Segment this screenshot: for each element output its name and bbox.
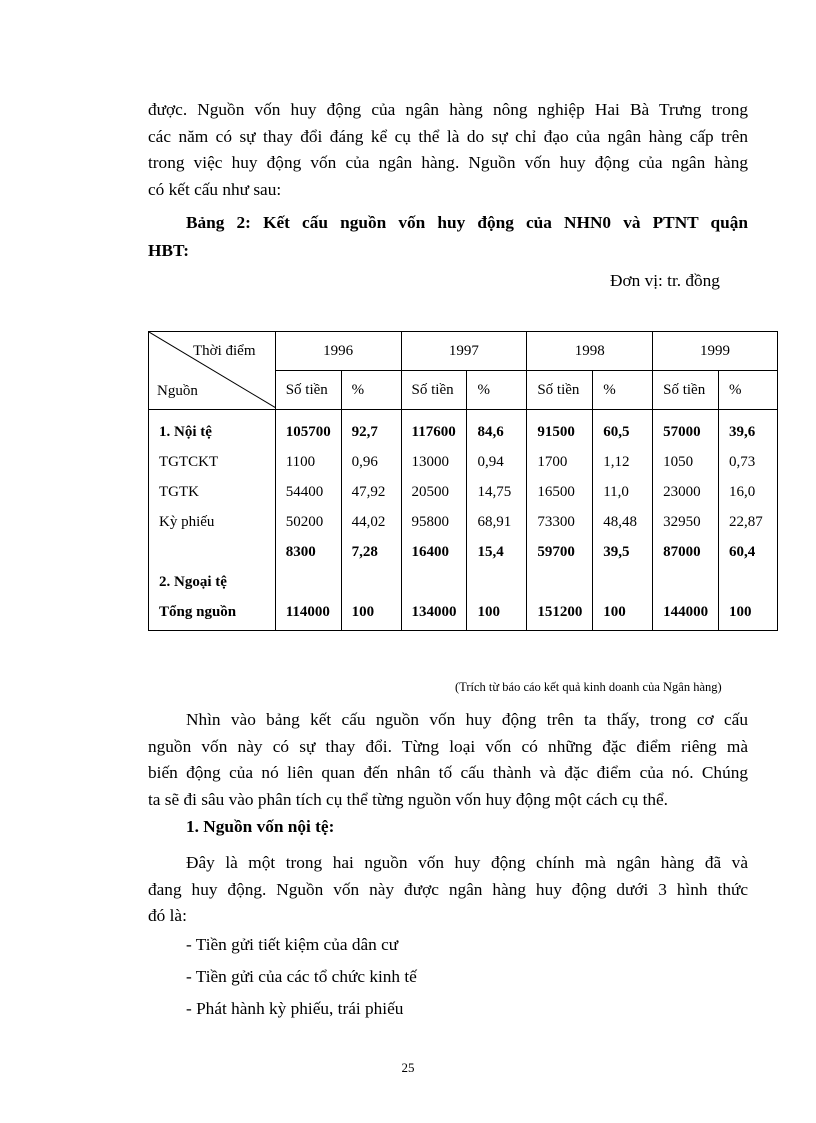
amount-cell: 91500 <box>527 410 593 455</box>
amount-cell: 73300 <box>527 514 593 544</box>
table-title-continued: HBT: <box>148 241 189 260</box>
table-row <box>149 454 778 484</box>
row-label: TGTCKT <box>149 454 276 484</box>
table-row <box>149 484 778 514</box>
amount-header: Số tiền <box>275 371 341 410</box>
amount-cell: 57000 <box>653 410 719 455</box>
amount-header: Số tiền <box>401 371 467 410</box>
amount-cell: 105700 <box>275 410 341 455</box>
bullet-item: - Phát hành kỳ phiếu, trái phiếu <box>186 999 404 1018</box>
table-row <box>149 514 778 544</box>
percent-cell: 48,48 <box>593 514 653 544</box>
percent-cell: 100 <box>467 604 527 631</box>
amount-cell: 1050 <box>653 454 719 484</box>
bullet-item: - Tiền gửi của các tổ chức kinh tế <box>186 967 417 986</box>
amount-cell: 1700 <box>527 454 593 484</box>
percent-cell: 39,6 <box>719 410 778 455</box>
header-corner-cell <box>149 332 276 410</box>
percent-cell: 47,92 <box>341 484 401 514</box>
percent-header: % <box>719 371 778 410</box>
percent-cell: 92,7 <box>341 410 401 455</box>
source-label: Nguồn <box>157 383 198 399</box>
amount-cell: 117600 <box>401 410 467 455</box>
year-header: 1996 <box>275 332 401 371</box>
intro-line: trong việc huy động vốn của ngân hàng. Nguồn vốn huy động của ngân hàng <box>148 153 748 172</box>
percent-cell: 15,4 <box>467 544 527 574</box>
table-row <box>149 604 778 631</box>
amount-header: Số tiền <box>653 371 719 410</box>
percent-cell: 100 <box>593 604 653 631</box>
row-label: TGTK <box>149 484 276 514</box>
analysis-line: Nhìn vào bảng kết cấu nguồn vốn huy động trên ta thấy, trong cơ cấu <box>186 710 748 729</box>
percent-cell <box>593 574 653 604</box>
section-heading: 1. Nguồn vốn nội tệ: <box>186 817 335 836</box>
amount-cell: 16500 <box>527 484 593 514</box>
percent-cell: 0,94 <box>467 454 527 484</box>
percent-cell: 11,0 <box>593 484 653 514</box>
percent-cell: 1,12 <box>593 454 653 484</box>
intro-line: các năm có sự thay đổi đáng kể cụ thể là do sự chỉ đạo của ngân hàng cấp trên <box>148 126 748 146</box>
percent-cell: 100 <box>341 604 401 631</box>
percent-cell: 60,5 <box>593 410 653 455</box>
percent-cell: 60,4 <box>719 544 778 574</box>
section-body-paragraph <box>148 850 748 930</box>
amount-cell: 87000 <box>653 544 719 574</box>
section-body-line: đang huy động. Nguồn vốn này được ngân hàng huy động dưới 3 hình thức <box>148 879 748 899</box>
row-label: Tổng nguồn <box>149 604 276 631</box>
percent-cell: 7,28 <box>341 544 401 574</box>
amount-cell: 13000 <box>401 454 467 484</box>
percent-cell: 68,91 <box>467 514 527 544</box>
row-label: 2. Ngoại tệ <box>149 574 276 604</box>
analysis-line: nguồn vốn này có sự thay đổi. Từng loại vốn có những đặc điểm riêng mà <box>148 736 748 756</box>
bullet-item: - Tiền gửi tiết kiệm của dân cư <box>186 935 399 954</box>
intro-line: được. Nguồn vốn huy động của ngân hàng nông nghiệp Hai Bà Trưng trong <box>148 100 748 119</box>
row-label <box>149 544 276 574</box>
amount-cell: 50200 <box>275 514 341 544</box>
amount-cell: 144000 <box>653 604 719 631</box>
percent-header: % <box>467 371 527 410</box>
amount-cell: 59700 <box>527 544 593 574</box>
intro-line: có kết cấu như sau: <box>148 179 282 199</box>
percent-cell: 0,73 <box>719 454 778 484</box>
amount-cell: 95800 <box>401 514 467 544</box>
percent-cell: 22,87 <box>719 514 778 544</box>
percent-cell <box>341 574 401 604</box>
section-body-line: Đây là một trong hai nguồn vốn huy động chính mà ngân hàng đã và <box>186 853 748 872</box>
intro-paragraph <box>148 97 748 203</box>
percent-cell: 84,6 <box>467 410 527 455</box>
amount-cell: 1100 <box>275 454 341 484</box>
percent-header: % <box>341 371 401 410</box>
amount-cell <box>401 574 467 604</box>
year-header: 1997 <box>401 332 527 371</box>
percent-cell <box>467 574 527 604</box>
amount-cell: 54400 <box>275 484 341 514</box>
table-source-note: (Trích từ báo cáo kết quả kinh doanh của Ngân hàng) <box>455 680 722 694</box>
page-number: 25 <box>401 1060 415 1075</box>
analysis-line: biến động của nó liên quan đến nhân tố cấu thành và đặc điểm của nó. Chúng <box>148 763 748 782</box>
amount-cell <box>527 574 593 604</box>
capital-structure-table <box>148 331 778 631</box>
row-label: 1. Nội tệ <box>149 410 276 455</box>
amount-header: Số tiền <box>527 371 593 410</box>
amount-cell: 8300 <box>275 544 341 574</box>
analysis-paragraph <box>148 707 748 813</box>
table-title: Bảng 2: Kết cấu nguồn vốn huy động của NHN0 và PTNT quận <box>186 213 748 232</box>
amount-cell: 134000 <box>401 604 467 631</box>
percent-cell: 100 <box>719 604 778 631</box>
year-header: 1998 <box>527 332 653 371</box>
amount-cell <box>275 574 341 604</box>
table-row <box>149 410 778 455</box>
amount-cell: 114000 <box>275 604 341 631</box>
section-body-line: đó là: <box>148 906 187 925</box>
unit-label: Đơn vị: tr. đồng <box>610 271 720 290</box>
row-label: Kỳ phiếu <box>149 514 276 544</box>
table-body <box>149 410 778 631</box>
table-row <box>149 544 778 574</box>
percent-cell: 16,0 <box>719 484 778 514</box>
amount-cell <box>653 574 719 604</box>
percent-cell <box>719 574 778 604</box>
percent-cell: 14,75 <box>467 484 527 514</box>
year-header: 1999 <box>653 332 778 371</box>
amount-cell: 20500 <box>401 484 467 514</box>
percent-cell: 39,5 <box>593 544 653 574</box>
amount-cell: 16400 <box>401 544 467 574</box>
percent-header: % <box>593 371 653 410</box>
percent-cell: 44,02 <box>341 514 401 544</box>
period-label: Thời điểm <box>193 343 256 359</box>
amount-cell: 23000 <box>653 484 719 514</box>
analysis-line: ta sẽ đi sâu vào phân tích cụ thể từng nguồn vốn huy động một cách cụ thể. <box>148 789 669 809</box>
table-row <box>149 574 778 604</box>
amount-cell: 151200 <box>527 604 593 631</box>
percent-cell: 0,96 <box>341 454 401 484</box>
amount-cell: 32950 <box>653 514 719 544</box>
